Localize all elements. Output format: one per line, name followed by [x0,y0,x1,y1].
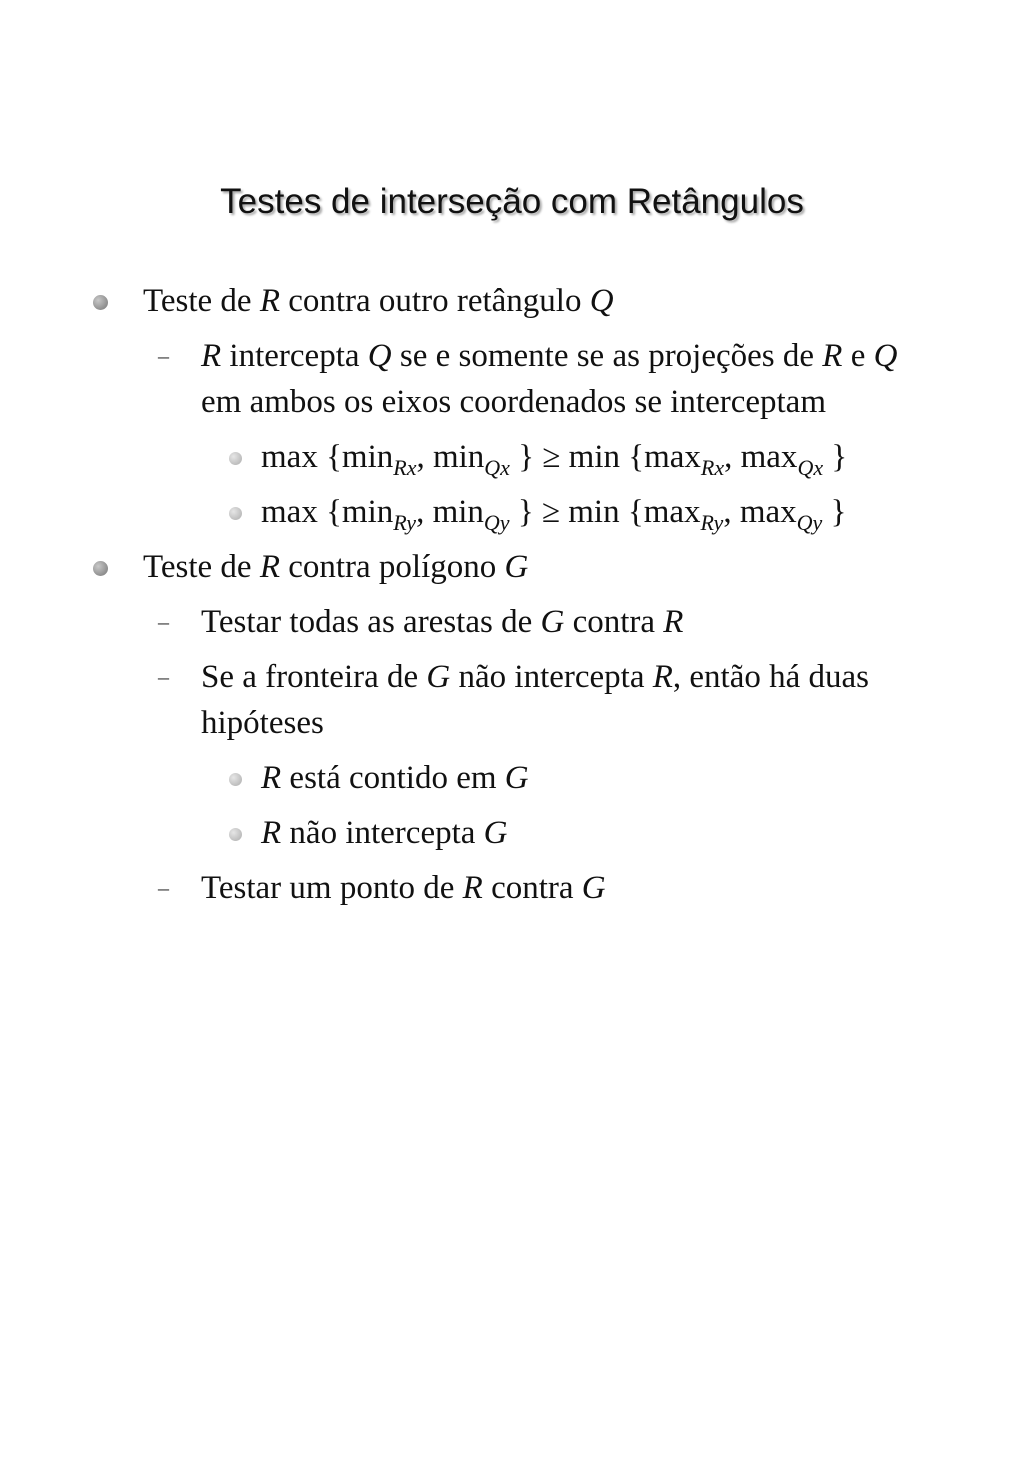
text: se e somente se as projeções de [391,338,823,374]
subscript: Qy [796,510,823,535]
dash-icon: – [158,609,169,634]
text: contra [482,870,582,906]
bullet-icon [229,452,242,465]
var-q: Q [367,338,392,374]
slide-body [0,278,1024,911]
sub-item-test-edges [0,599,911,645]
text: e [842,338,874,374]
text: contra [564,604,664,640]
hypothesis-contained [0,755,1024,801]
formula-x-axis [0,434,1024,480]
var-g: G [504,549,529,585]
bullet-icon [229,773,242,786]
text: contra polígono [279,549,505,585]
subscript: Ry [393,510,417,535]
var-g: G [581,870,606,906]
var-r: R [259,283,280,319]
var-r: R [261,815,282,851]
var-r: R [201,338,222,374]
dash-icon: – [158,664,169,689]
formula-text: , max [723,494,797,530]
subscript: Rx [700,455,725,480]
var-g: G [426,659,451,695]
sub-item-projection-condition [0,333,911,425]
bullet-icon [93,561,108,576]
text: está contido em [281,760,505,796]
subscript: Qy [483,510,510,535]
var-g: G [540,604,565,640]
text: Testar todas as arestas de [201,604,541,640]
slide-title: Testes de interseção com Retângulos [220,182,804,221]
text: , então há duas hipóteses [201,659,870,741]
var-r: R [822,338,843,374]
formula-text: , max [724,439,798,475]
hypothesis-disjoint [0,810,1024,856]
sub-item-boundary-hypotheses [0,654,911,746]
text: Testar um ponto de [201,870,463,906]
var-r: R [261,760,282,796]
bullet-item-rect-vs-polygon [0,544,1024,590]
text: intercepta [221,338,368,374]
text: Teste de [143,549,260,585]
var-r: R [663,604,684,640]
bullet-icon [229,828,242,841]
var-r: R [462,870,483,906]
bullet-icon [93,295,108,310]
text: não intercepta [450,659,653,695]
sub-item-test-point [0,865,911,911]
subscript: Qx [484,455,510,480]
subscript: Ry [700,510,724,535]
var-r: R [652,659,673,695]
var-g: G [504,760,529,796]
dash-icon: – [158,875,169,900]
formula-text: } ≥ min {max [509,494,701,530]
formula-text: } [822,494,847,530]
text: em ambos os eixos coordenados se interceptam [201,384,826,420]
formula-y-axis [0,489,1024,535]
text: não intercepta [281,815,484,851]
var-q: Q [873,338,898,374]
subscript: Qx [797,455,824,480]
dash-icon: – [158,343,169,368]
formula-text: max {min [261,494,394,530]
bullet-item-rect-vs-rect [0,278,1024,324]
var-r: R [259,549,280,585]
formula-text: max {min [261,439,394,475]
text: Teste de [143,283,260,319]
var-q: Q [589,283,614,319]
var-g: G [483,815,508,851]
formula-text: } ≥ min {max [509,439,701,475]
text: contra outro retângulo [279,283,590,319]
bullet-icon [229,507,242,520]
subscript: Rx [393,455,417,480]
formula-text: , min [416,439,485,475]
formula-text: } [823,439,848,475]
text: Se a fronteira de [201,659,427,695]
formula-text: , min [416,494,484,530]
